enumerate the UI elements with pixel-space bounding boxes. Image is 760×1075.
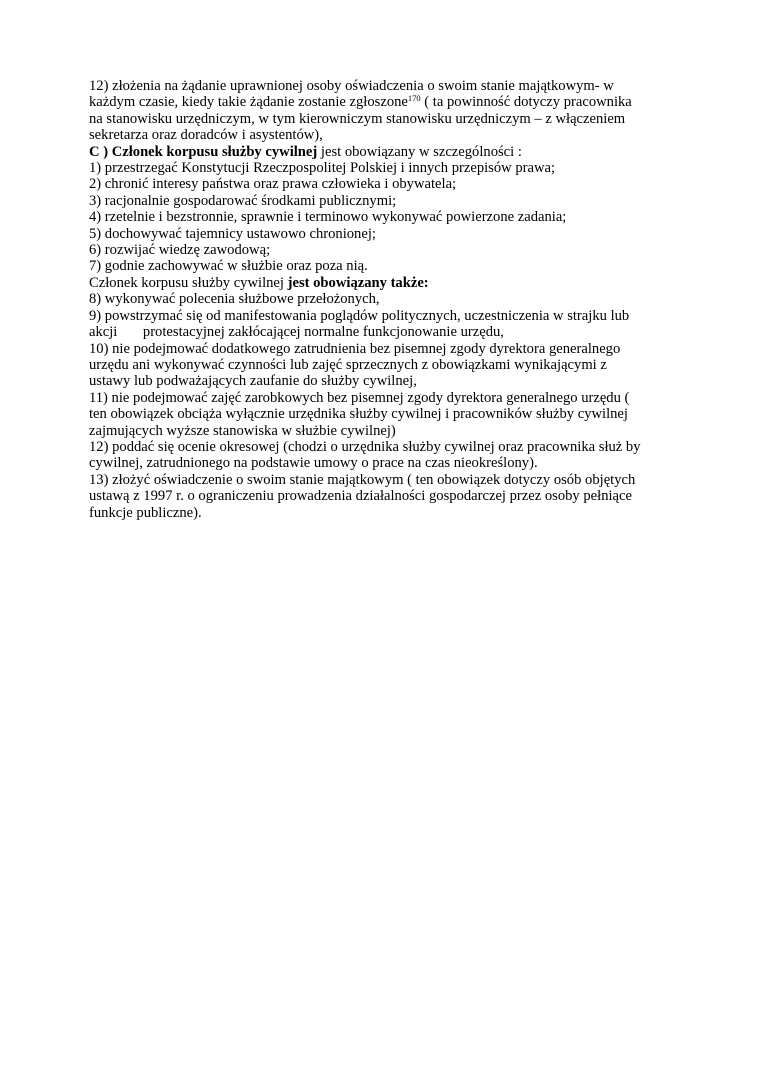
item-11-line-2: ten obowiązek obciąża wyłącznie urzędnika służby cywilnej i pracowników służby cywilnej [89,406,628,423]
footnote-ref[interactable]: 170 [407,93,421,104]
item-10-line-1: 10) nie podejmować dodatkowego zatrudnienia bez pisemnej zgody dyrektora generalnego [89,340,621,357]
section-c-rest: jest obowiązany w szczególności : [317,143,522,160]
duty-item: 3) racjonalnie gospodarować środkami publicznymi; [89,192,397,209]
item-10-line-3: ustawy lub podważających zaufanie do służby cywilnej, [89,373,417,390]
item-8: 8) wykonywać polecenia służbowe przełożonych, [89,291,380,308]
item-12-text: każdym czasie, kiedy takie żądanie zostanie zgłoszone [89,94,408,111]
item-12b-line-1: 12) poddać się ocenie okresowej (chodzi o urzędnika służby cywilnej oraz pracownika służ by [89,438,641,455]
item-11-line-1: 11) nie podejmować zajęć zarobkowych bez pisemnej zgody dyrektora generalnego urzędu ( [89,389,630,406]
also-bold: jest obowiązany także: [287,274,429,291]
item-12-line-4: sekretarza oraz doradców i asystentów), [89,127,323,144]
item-12-line-2 [89,94,690,110]
section-c-heading [89,144,690,160]
duty-item: 2) chronić interesy państwa oraz prawa człowieka i obywatela; [89,176,457,193]
duty-item: 4) rzetelnie i bezstronnie, sprawnie i terminowo wykonywać powierzone zadania; [89,209,567,226]
item-11-line-3: zajmujących wyższe stanowiska w służbie cywilnej) [89,422,396,439]
item-10-line-2: urzędu ani wykonywać czynności lub zajęć sprzecznych z obowiązkami wynikającymi z [89,356,607,373]
section-c-bold: C ) Członek korpusu służby cywilnej [89,143,318,160]
item-9-line-1: 9) powstrzymać się od manifestowania poglądów politycznych, uczestniczenia w strajku lub [89,307,630,324]
item-12-text-cont: ( ta powinność dotyczy pracownika [420,94,632,111]
also-plain: Członek korpusu służby cywilnej [89,274,288,291]
item-12-line-3: na stanowisku urzędniczym, w tym kierowniczym stanowisku urzędniczym – z włączeniem [89,110,626,127]
duty-item: 1) przestrzegać Konstytucji Rzeczpospolitej Polskiej i innych przepisów prawa; [89,160,556,177]
item-12-line-1: 12) złożenia na żądanie uprawnionej osoby oświadczenia o swoim stanie majątkowym- w [89,78,614,94]
item-12b-line-2: cywilnej, zatrudnionego na podstawie umowy o prace na czas nieokreślony). [89,455,538,472]
item-9-line-2: akcji protestacyjnej zakłócającej normalne funkcjonowanie urzędu, [89,324,504,341]
also-obligated-heading [89,275,690,291]
duty-item: 5) dochowywać tajemnicy ustawowo chronionej; [89,225,376,242]
item-13-line-1: 13) złożyć oświadczenie o swoim stanie majątkowym ( ten obowiązek dotyczy osób objętych [89,471,636,488]
duty-item: 6) rozwijać wiedzę zawodową; [89,242,271,259]
item-13-line-3: funkcje publiczne). [89,504,202,521]
item-13-line-2: ustawą z 1997 r. o ograniczeniu prowadzenia działalności gospodarczej przez osoby pełniące [89,488,632,505]
duty-item: 7) godnie zachowywać w służbie oraz poza nią. [89,258,368,275]
